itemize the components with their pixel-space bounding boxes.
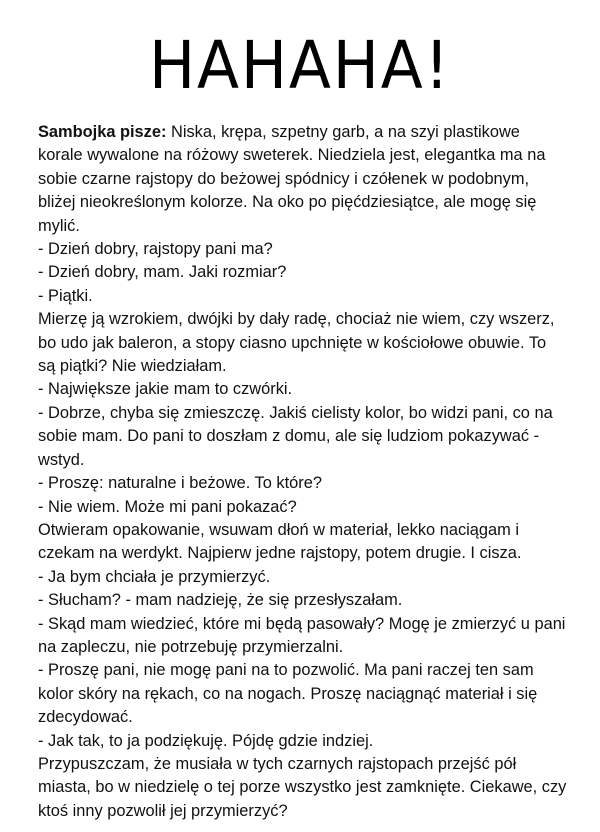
text-line: Przypuszczam, że musiała w tych czarnych rajstopach przejść pół bbox=[38, 754, 517, 773]
text-line: - Nie wiem. Może mi pani pokazać? bbox=[38, 497, 297, 516]
text-line: mylić. bbox=[38, 216, 80, 235]
text-line: - Słucham? - mam nadzieję, że się przesłyszałam. bbox=[38, 591, 403, 610]
text-line: Otwieram opakowanie, wsuwam dłoń w materiał, lekko naciągam i bbox=[38, 520, 519, 539]
text-line: wstyd. bbox=[38, 450, 85, 469]
text-line: czekam na werdykt. Najpierw jedne rajstopy, potem drugie. I cisza. bbox=[38, 544, 522, 563]
text-line: miasta, bo w niedzielę o tej porze wszystko jest zamknięte. Ciekawe, czy bbox=[38, 778, 567, 797]
text-line: ktoś inny pozwolił jej przymierzyć? bbox=[38, 801, 288, 820]
text-line: - Skąd mam wiedzieć, które mi będą pasowały? Mogę je zmierzyć u pani bbox=[38, 614, 566, 633]
text-line: Mierzę ją wzrokiem, dwójki by dały radę, chociaż nie wiem, czy wszerz, bbox=[38, 310, 555, 329]
text-line: na zapleczu, nie potrzebuję przymierzalni. bbox=[38, 637, 344, 656]
post-body bbox=[38, 121, 568, 823]
text-line: - Piątki. bbox=[38, 286, 93, 305]
text-line: zdecydować. bbox=[38, 708, 133, 727]
text-line: - Ja bym chciała je przymierzyć. bbox=[38, 567, 271, 586]
page-title: HAHAHA! bbox=[148, 27, 452, 104]
author-label: Sambojka pisze: bbox=[38, 123, 167, 141]
text-line: bo udo jak baleron, a stopy ciasno upchnięte w kościołowe obuwie. To bbox=[38, 333, 547, 352]
text-line: - Dobrze, chyba się zmieszczę. Jakiś cielisty kolor, bo widzi pani, co na bbox=[38, 403, 553, 422]
text-line: - Dzień dobry, rajstopy pani ma? bbox=[38, 240, 273, 259]
text-line: korale wywalone na różowy sweterek. Niedziela jest, elegantka ma na bbox=[38, 146, 546, 165]
text-line: - Dzień dobry, mam. Jaki rozmiar? bbox=[38, 263, 287, 282]
text-line: - Największe jakie mam to czwórki. bbox=[38, 380, 293, 399]
text-line: - Proszę pani, nie mogę pani na to pozwolić. Ma pani raczej ten sam bbox=[38, 661, 534, 680]
text-line: - Jak tak, to ja podziękuję. Pójdę gdzie indziej. bbox=[38, 731, 374, 750]
text-line: bliżej nieokreślonym kolorze. Na oko po pięćdziesiątce, ale mogę się bbox=[38, 193, 537, 212]
text-line: kolor skóry na rękach, co na nogach. Proszę naciągnąć materiał i się bbox=[38, 684, 538, 703]
text-line: sobie czarne rajstopy do beżowej spódnicy i czółenek w podobnym, bbox=[38, 169, 530, 188]
text-line: sobie mam. Do pani to doszłam z domu, ale się ludziom pokazywać - bbox=[38, 427, 540, 446]
text-line-content: Niska, krępa, szpetny garb, a na szyi plastikowe bbox=[166, 123, 520, 141]
text-line bbox=[38, 121, 568, 144]
text-line: - Proszę: naturalne i beżowe. To które? bbox=[38, 474, 322, 493]
text-line: są piątki? Nie wiedziałam. bbox=[38, 357, 227, 376]
